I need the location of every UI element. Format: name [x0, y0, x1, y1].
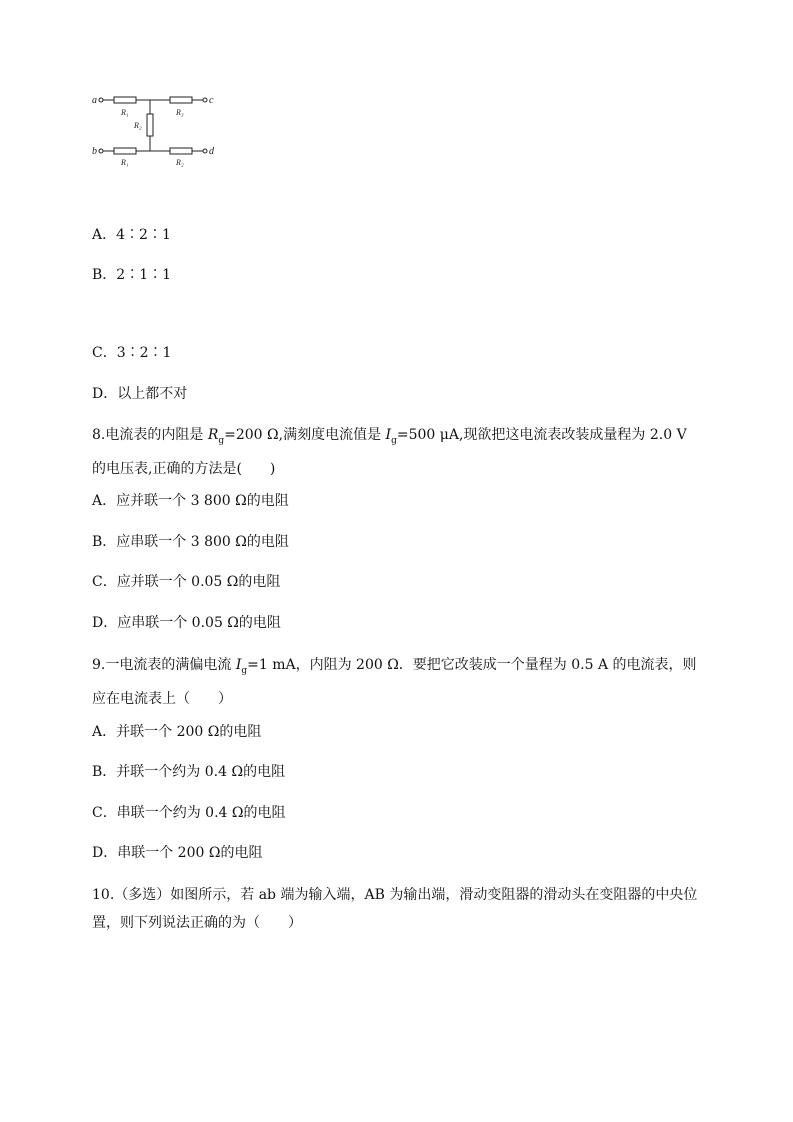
option-text: 串联一个约为 0.4 Ω的电阻: [116, 805, 286, 821]
option-label: A．: [92, 227, 117, 243]
option-label: C．: [92, 805, 117, 821]
q9-option-c: [92, 803, 286, 823]
option-text: 应串联一个 0.05 Ω的电阻: [117, 615, 281, 631]
resistor-label-r1-bottom: R₁: [121, 158, 129, 167]
q8-option-b: [92, 532, 289, 552]
option-text: 应并联一个 0.05 Ω的电阻: [116, 574, 281, 590]
q9-option-b: [92, 762, 285, 782]
option-text: 应串联一个 3 800 Ω的电阻: [116, 534, 289, 550]
subscript-g: g: [241, 665, 248, 676]
q9-stem-text: 9.一电流表的满偏电流: [92, 657, 236, 673]
resistor-label-r2-bottom: R₂: [176, 158, 184, 167]
circuit-diagram: [90, 90, 230, 170]
q8-stem-text: 8.电流表的内阻是: [92, 427, 208, 443]
symbol-i: I: [385, 427, 392, 443]
terminal-b-node: [99, 149, 103, 153]
subscript-g: g: [218, 435, 225, 446]
option-text: 并联一个约为 0.4 Ω的电阻: [116, 764, 286, 780]
q9-option-d: [92, 843, 262, 863]
q10-stem: 10.（多选）如图所示，若 ab 端为输入端，AB 为输出端，滑动变阻器的滑动头在变阻器的中央位置，则下列说法正确的为（ ）: [92, 887, 698, 931]
option-label: C．: [92, 345, 117, 361]
resistor-r1-top: [114, 97, 136, 103]
q9-option-a: [92, 722, 261, 742]
q8-option-d: [92, 613, 281, 633]
resistor-label-r3: R₃: [176, 108, 184, 117]
option-label: A．: [92, 724, 117, 740]
terminal-b-label: b: [92, 146, 97, 157]
option-label: A．: [92, 493, 117, 509]
option-label: D．: [92, 615, 118, 631]
terminal-d-label: d: [209, 146, 214, 157]
option-text: 3∶2∶1: [116, 345, 172, 361]
q8-option-c: [92, 572, 280, 592]
subscript-g: g: [391, 435, 397, 446]
q7-option-b: [92, 265, 171, 285]
q7-option-d: [92, 384, 187, 404]
resistor-r3: [170, 97, 192, 103]
resistor-label-r2-middle: R₂: [134, 121, 142, 130]
option-label: B．: [92, 764, 117, 780]
option-text: 应并联一个 3 800 Ω的电阻: [116, 493, 289, 509]
q7-option-a: [92, 225, 171, 245]
terminal-c-label: c: [209, 95, 214, 106]
terminal-a-node: [99, 98, 103, 102]
terminal-a-label: a: [92, 95, 97, 106]
option-label: C．: [92, 574, 117, 590]
symbol-i: I: [235, 657, 242, 673]
terminal-d-node: [203, 149, 207, 153]
resistor-label-r1-top: R₁: [121, 108, 129, 117]
symbol-r: R: [207, 427, 219, 443]
q8-stem-text: =200 Ω,满刻度电流值是: [224, 427, 386, 443]
option-text: 2∶1∶1: [116, 267, 172, 283]
q7-option-c: [92, 343, 171, 363]
option-label: B．: [92, 267, 117, 283]
option-text: 串联一个 200 Ω的电阻: [117, 845, 263, 861]
resistor-r2-middle: [147, 114, 153, 136]
resistor-r1-bottom: [114, 148, 136, 154]
resistor-r2-bottom: [170, 148, 192, 154]
q9-stem-text: =1 mA，内阻为 200 Ω．要把它改装成一个量程为 0.5 A 的电流表，则应在电流表上（ ）: [92, 657, 697, 707]
terminal-c-node: [203, 98, 207, 102]
option-label: D．: [92, 845, 118, 861]
q8-stem: [92, 421, 702, 483]
option-text: 并联一个 200 Ω的电阻: [116, 724, 262, 740]
q9-stem: [92, 651, 702, 713]
option-text: 以上都不对: [117, 386, 188, 402]
q8-option-a: [92, 491, 289, 511]
option-text: 4∶2∶1: [116, 227, 171, 243]
option-label: D．: [92, 386, 118, 402]
option-label: B．: [92, 534, 117, 550]
q8-stem-text: =500 μA,现欲把这电流表改装成量程为 2.0 V 的电压表,正确的方法是( ): [92, 427, 687, 477]
